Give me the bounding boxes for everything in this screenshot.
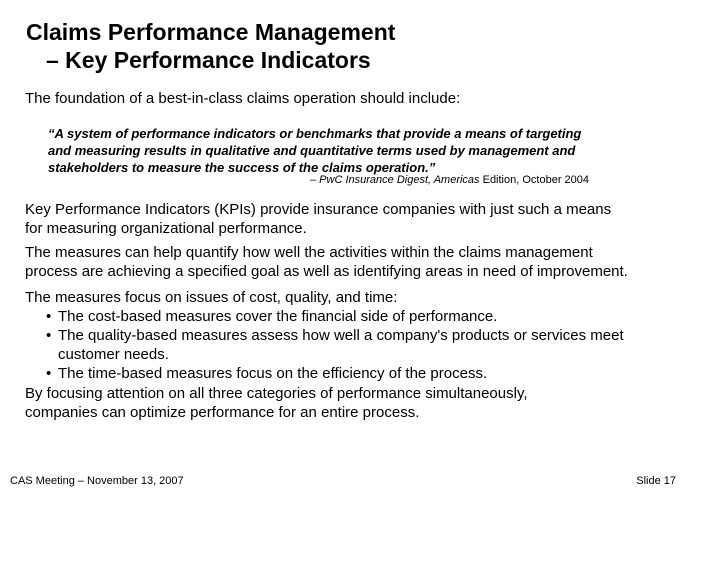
bullet-line: customer needs.	[58, 346, 169, 363]
measures-paragraph	[25, 243, 715, 281]
bullet-item-cost	[46, 307, 666, 326]
paragraph-line: The measures focus on issues of cost, quality, and time:	[25, 289, 398, 306]
quote-line: “A system of performance indicators or benchmarks that provide a means of targeting	[48, 126, 582, 141]
kpi-paragraph	[25, 200, 715, 238]
quote-block	[48, 125, 608, 176]
bullet-icon: •	[46, 308, 52, 325]
quote-line: and measuring results in qualitative and quantitative terms used by management and	[48, 143, 576, 158]
quote-line: stakeholders to measure the success of the claims operation.”	[48, 160, 436, 175]
footer-meeting: CAS Meeting – November 13, 2007	[10, 475, 184, 487]
bullet-line: The cost-based measures cover the financial side of performance.	[58, 308, 498, 325]
measures-bullet-list	[46, 307, 666, 383]
citation-source: – PwC Insurance Digest, Americas	[310, 174, 480, 186]
quote-citation	[310, 174, 589, 187]
bullet-text	[58, 326, 624, 364]
conclusion-paragraph	[25, 384, 715, 422]
bullet-line: The time-based measures focus on the efficiency of the process.	[58, 365, 488, 382]
bullet-icon: •	[46, 365, 52, 382]
slide-title	[26, 18, 395, 74]
bullet-text	[58, 364, 487, 383]
paragraph-line: for measuring organizational performance.	[25, 220, 307, 237]
paragraph-line: Key Performance Indicators (KPIs) provide insurance companies with just such a means	[25, 201, 612, 218]
bullet-item-time	[46, 364, 666, 383]
bullet-text	[58, 307, 497, 326]
paragraph-line: By focusing attention on all three categories of performance simultaneously,	[25, 385, 528, 402]
paragraph-line: The measures can help quantify how well the activities within the claims management	[25, 244, 593, 261]
bullet-icon: •	[46, 327, 52, 344]
citation-edition: Edition, October 2004	[479, 174, 590, 186]
footer-slide-number: Slide 17	[636, 475, 676, 487]
intro-text: The foundation of a best-in-class claims operation should include:	[25, 90, 461, 107]
slide-title-line-1: Claims Performance Management	[26, 19, 396, 45]
paragraph-line: process are achieving a specified goal as well as identifying areas in need of improvement.	[25, 263, 628, 280]
paragraph-line: companies can optimize performance for an entire process.	[25, 404, 420, 421]
slide-title-line-2: – Key Performance Indicators	[46, 47, 371, 73]
focus-paragraph	[25, 288, 715, 307]
bullet-item-quality	[46, 326, 666, 364]
bullet-line: The quality-based measures assess how well a company's products or services meet	[58, 327, 624, 344]
